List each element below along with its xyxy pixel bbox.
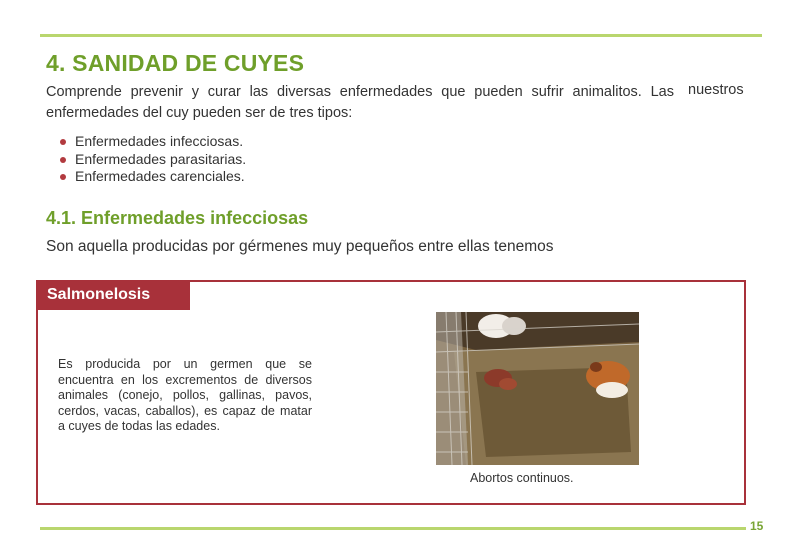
list-item	[60, 151, 246, 169]
bottom-rule	[40, 527, 746, 530]
intro-tail-word: nuestros	[688, 82, 744, 98]
bullet-icon	[60, 139, 66, 145]
list-item-label: Enfermedades parasitarias.	[75, 150, 247, 167]
list-item-label: Enfermedades carenciales.	[75, 168, 245, 184]
section-title: 4.1. Enfermedades infecciosas	[46, 208, 309, 228]
photo-caption: Abortos continuos.	[470, 471, 574, 485]
intro-paragraph: Comprende prevenir y curar las diversas enfermedades que pueden sufrir animalitos. Las enfermedades del cuy pueden ser de tres tipos:	[46, 84, 674, 121]
page-number: 15	[750, 519, 764, 533]
list-item-label: Enfermedades infecciosas.	[75, 133, 244, 149]
disease-description: Es producida por un germen que se encuentra en los excrementos de diversos animales (conejo, pollos, gallinas, pavos, cerdos, vacas, caballos), es capaz de matar a cuyes de todas las edades.	[58, 357, 312, 433]
top-rule	[40, 34, 762, 37]
disease-tab-label: Salmonelosis	[36, 280, 190, 310]
list-item	[60, 133, 246, 151]
page-title: 4. SANIDAD DE CUYES	[46, 50, 305, 76]
section-intro: Son aquella producidas por gérmenes muy pequeños entre ellas tenemos	[46, 238, 554, 255]
bullet-icon	[60, 157, 66, 163]
disease-types-list	[60, 133, 246, 186]
list-item	[60, 168, 246, 186]
guinea-pig-cage-photo	[436, 312, 639, 465]
photo-illustration	[436, 312, 639, 465]
bullet-icon	[60, 174, 66, 180]
